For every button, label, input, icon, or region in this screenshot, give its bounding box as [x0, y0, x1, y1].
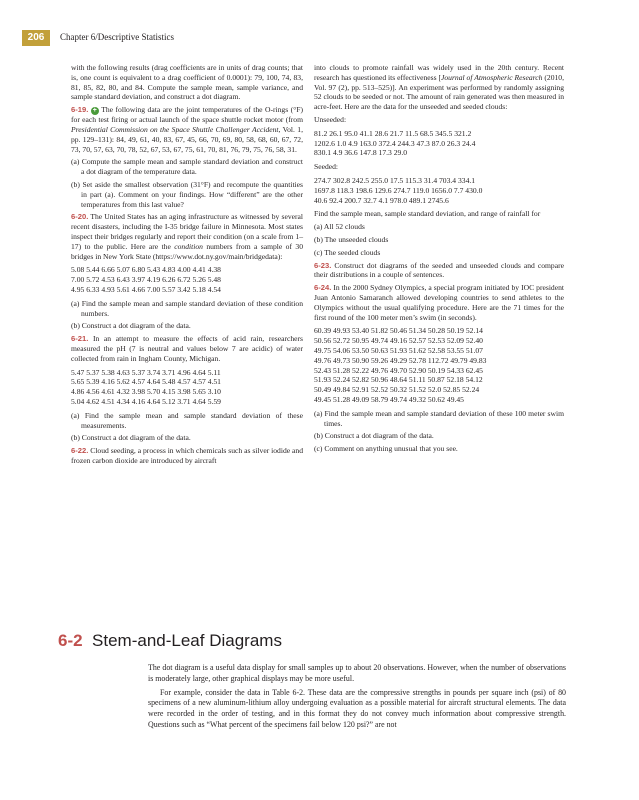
part-a: (a) Find the sample mean and sample standard deviation of these condition numbers. — [71, 298, 303, 318]
bridge-data: 5.08 5.44 6.66 5.07 6.80 5.43 4.83 4.00 4.41 4.38 7.00 5.72 4.53 6.43 3.97 4.19 6.26 6.72 5.26 5.48 4.95 6.33 4.93 5.61 4.66 7.00 5.57 3.42 5.18 4.54 — [71, 265, 221, 294]
part-c: (c) Comment on anything unusual that you see. — [314, 444, 458, 454]
exercise-text: In an attempt to measure the effects of acid rain, researchers measured the pH (7 is neutral and values below 7 are acidic) of water collected from rain in Ingham County, Michigan. — [71, 334, 303, 363]
part-b: (b) Construct a dot diagram of the data. — [71, 321, 191, 331]
exercise-text: , Vol. 1, pp. 129–131): 84, 49, 61, 40, 83, 67, 45, 66, 70, 69, 80, 58, 68, 60, 67, 72, 73, 70, 57, 63, 70, 78, 52, 67, 53, 67, 75, 61, 70, 81, 76, 79, 75, 76, 58, 31. — [71, 124, 303, 154]
paragraph: The dot diagram is a useful data display for small samples up to about 20 observations. However, when the number of observations is moderately large, other graphical displays may be more useful. — [148, 663, 566, 683]
part-b: (b) Construct a dot diagram of the data. — [71, 433, 191, 443]
seeded-label: Seeded: — [314, 162, 339, 172]
exercise-6-23 — [314, 261, 564, 281]
exercise-number: 6-23. — [314, 260, 332, 270]
unseeded-data: 81.2 26.1 95.0 41.1 28.6 21.7 11.5 68.5 345.5 321.2 1202.6 1.0 4.9 163.0 372.4 244.3 47.3 87.0 26.3 24.4 830.1 4.9 36.6 147.8 17.3 29.0 — [314, 128, 476, 158]
seeded-data: 274.7 302.8 242.5 255.0 17.5 115.3 31.4 703.4 334.1 1697.8 118.3 198.6 129.6 274.7 119.0 1656.0 7.7 430.0 40.6 92.4 200.7 32.7 4.1 978.0 489.1 2745.6 — [314, 175, 483, 205]
exercise-number: 6-24. — [314, 283, 332, 293]
exercise-text: (2010, Vol. 97 (2), pp. 513–525)]. An experiment was performed by randomly assigning 52 clouds to be seeded or not. The amount of rain generated was then measured in acre-feet. Here are the data for the unseeded and seeded clouds: — [314, 72, 564, 112]
exercise-text: The United States has an aging infrastructure as witnessed by several recent disasters, including the I-35 bridge failure in Minnesota. Most states inspect their bridges regularly and report their condition (on a scale from 1–17) to the public. Here are the — [71, 212, 304, 251]
exercise-continuation — [314, 63, 564, 112]
exercise-number: 6-19. — [71, 105, 89, 115]
exercise-6-19 — [71, 105, 303, 154]
exercise-number: 6-21. — [71, 334, 89, 344]
part-a: (a) Find the sample mean and sample standard deviation of these measurements. — [71, 410, 303, 430]
question: Find the sample mean, sample standard deviation, and range of rainfall for — [314, 209, 541, 219]
source-title: Presidential Commission on the Space Shuttle Challenger Accident — [71, 124, 279, 134]
part-a: (a) Compute the sample mean and sample standard deviation and construct a dot diagram of the temperature data. — [71, 157, 303, 177]
left-column — [71, 63, 303, 469]
exercise-text: numbers from a sample of 30 bridges in New York State (https://www.dot.ny.gov/main/bridgedata): — [71, 241, 303, 261]
plus-badge-icon: + — [92, 107, 97, 115]
section-title: Stem-and-Leaf Diagrams — [92, 631, 282, 650]
exercise-6-20 — [71, 212, 303, 261]
exercise-continuation: with the following results (drag coefficients are in units of drag counts; that is, one count is equivalent to a drag coefficient of 0.0001): 79, 100, 74, 83, 81, 85, 82, 80, and 84. Compute the sample mean, sample variance, and sample standard deviation, and construct a dot diagram. — [71, 63, 303, 102]
part-a: (a) Find the sample mean and sample standard deviation of these 100 meter swim times. — [314, 408, 564, 428]
section-body — [148, 663, 566, 734]
exercise-text: Construct dot diagrams of the seeded and unseeded clouds and compare their distributions in a couple of sentences. — [314, 260, 565, 280]
emphasis: condition — [174, 241, 203, 251]
exercise-6-22 — [71, 446, 303, 466]
exercise-text: The following data are the joint temperatures of the O-rings (°F) for each test firing or actual launch of the space shuttle rocket motor (from — [71, 105, 304, 125]
part-c: (c) The seeded clouds — [314, 247, 381, 257]
journal-title: Journal of Atmospheric Research — [441, 72, 543, 82]
paragraph: For example, consider the data in Table 6-2. These data are the compressive strengths in pounds per square inch (psi) of 80 specimens of a new aluminum-lithium alloy undergoing evaluation as a possible material for aircraft structural elements. The data were recorded in the order of testing, and in this format they do not convey much information about compressive strength. Questions such as “What percent of the specimens fail below 120 psi?” are not — [148, 687, 566, 729]
page-number: 206 — [22, 30, 50, 46]
part-b: (b) Construct a dot diagram of the data. — [314, 431, 434, 441]
exercise-text: Cloud seeding, a process in which chemicals such as silver iodide and frozen carbon dioxide are introduced by aircraft — [71, 446, 303, 465]
section-heading — [58, 631, 282, 651]
exercise-6-21 — [71, 334, 303, 363]
exercise-6-24 — [314, 283, 564, 322]
unseeded-label: Unseeded: — [314, 114, 347, 124]
chapter-title: Chapter 6/Descriptive Statistics — [60, 32, 174, 42]
exercise-number: 6-22. — [71, 446, 89, 456]
part-a: (a) All 52 clouds — [314, 222, 365, 232]
exercise-number: 6-20. — [71, 212, 89, 222]
section-number: 6-2 — [58, 631, 83, 650]
part-b: (b) Set aside the smallest observation (31°F) and recompute the quantities in part (a). Comment on your findings. How “different” are the other temperatures from this last value? — [71, 179, 303, 209]
right-column — [314, 63, 564, 457]
exercise-text: In the 2000 Sydney Olympics, a special program initiated by IOC president Juan Antonio Samaranch allowed developing countries to send athletes to the Olympics without the usual qualifying procedure. Here are the 71 times for the first round of the 100 meter men’s swim (in seconds). — [314, 283, 564, 322]
ph-data: 5.47 5.37 5.38 4.63 5.37 3.74 3.71 4.96 4.64 5.11 5.65 5.39 4.16 5.62 4.57 4.64 5.48 4.57 4.57 4.51 4.86 4.56 4.61 4.32 3.98 5.70 4.15 3.98 5.65 3.10 5.04 4.62 4.51 4.34 4.16 4.64 5.12 3.71 4.64 5.59 — [71, 367, 221, 406]
exercise-text: into clouds to promote rainfall was widely used in the 20th century. Recent research has questioned its effectiveness [ — [314, 63, 564, 82]
part-b: (b) The unseeded clouds — [314, 234, 389, 244]
swim-data: 60.39 49.93 53.40 51.82 50.46 51.34 50.28 50.19 52.14 50.56 52.72 50.95 49.74 49.16 52.57 52.53 52.09 52.40 49.75 54.06 53.50 50.63 51.93 51.62 52.58 53.55 51.07 49.76 49.73 50.90 59.26 49.29 52.78 112.72 49.79 49.83 52.43 51.28 52.22 49.76 49.70 52.90 50.19 54.33 62.45 51.93 52.24 52.82 50.96 48.64 51.11 50.87 52.18 54.12 50.49 49.84 52.91 52.52 50.32 51.52 52.0 52.85 52.24 49.45 51.28 49.09 58.79 49.74 49.32 50.62 49.45 — [314, 326, 487, 404]
